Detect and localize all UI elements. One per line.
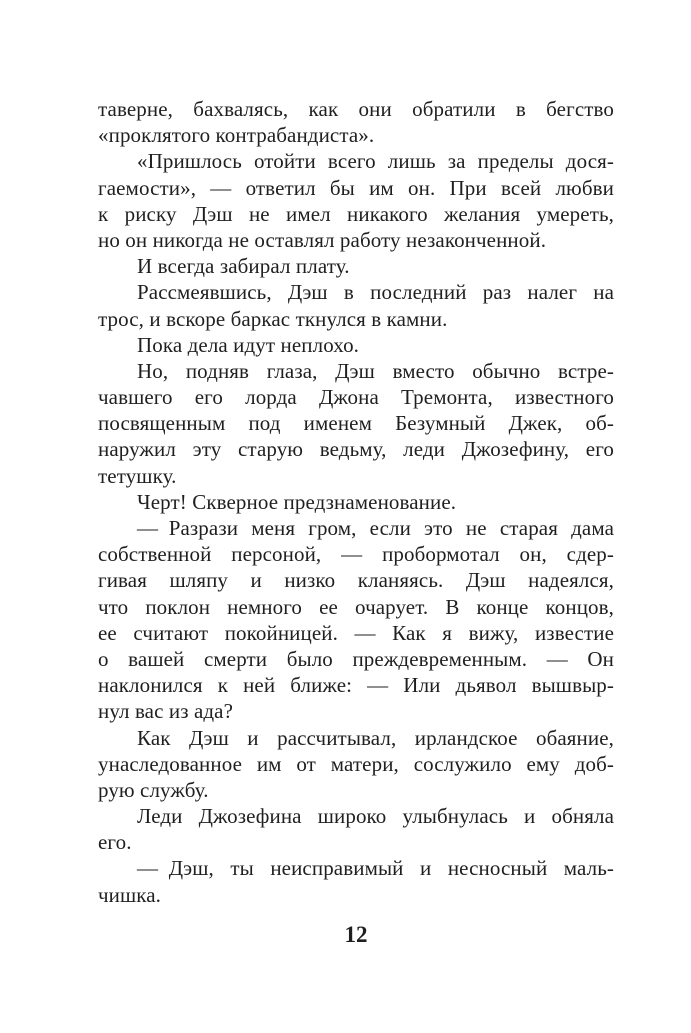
text-line: Рассмеявшись, Дэш в последний раз налег на (137, 280, 614, 305)
text-line: унаследованное им от матери, сослужило ему доб- (98, 751, 614, 776)
text-line: нул вас из ада? (98, 699, 234, 724)
text-line: таверне, бахвалясь, как они обратили в бегство (98, 97, 614, 121)
text-line: что поклон немного ее очарует. В конце концов, (98, 594, 614, 619)
text-line: о вашей смерти было преждевременным. — Он (98, 646, 614, 671)
text-line: гаемости», — ответил бы им он. При всей любви (98, 175, 614, 200)
text-line: Леди Джозефина широко улыбнулась и обняла (137, 804, 614, 829)
text-line: — Дэш, ты неисправимый и несносный маль- (137, 856, 614, 881)
text-line: Черт! Скверное предзнаменование. (137, 489, 457, 514)
text-line: посвященным под именем Безумный Джек, об- (98, 411, 614, 436)
text-line: рую службу. (98, 777, 209, 802)
text-line: наклонился к ней ближе: — Или дьявол вышвыр- (98, 673, 614, 698)
text-line: собственной персоной, — пробормотал он, сдер- (98, 542, 614, 567)
text-line: «проклятого контрабандиста». (98, 123, 375, 148)
text-line: гивая шляпу и низко кланяясь. Дэш надеялся, (98, 568, 614, 593)
text-line: И всегда забирал плату. (137, 254, 350, 279)
text-line: чишка. (98, 882, 162, 907)
text-line: его. (98, 830, 132, 855)
text-line: трос, и вскоре баркас ткнулся в камни. (98, 306, 448, 331)
text-line: — Разрази меня гром, если это не старая дама (137, 516, 614, 540)
text-line: к риску Дэш не имел никакого желания умереть, (98, 201, 614, 226)
text-line: чавшего его лорда Джона Тремонта, известного (98, 385, 614, 410)
text-line: наружил эту старую ведьму, леди Джозефину, его (98, 437, 614, 462)
text-line: Как Дэш и рассчитывал, ирландское обаяние, (137, 725, 614, 750)
page-text (98, 96, 614, 908)
text-line: тетушку. (98, 463, 177, 488)
text-line: ее считают покойницей. — Как я вижу, известие (98, 620, 614, 645)
text-line: Пока дела идут неплохо. (137, 332, 360, 357)
page-number: 12 (344, 922, 368, 947)
text-line: «Пришлось отойти всего лишь за пределы дося- (137, 149, 614, 174)
text-line: но он никогда не оставлял работу незаконченной. (98, 227, 547, 252)
text-line: Но, подняв глаза, Дэш вместо обычно встре- (137, 358, 614, 383)
